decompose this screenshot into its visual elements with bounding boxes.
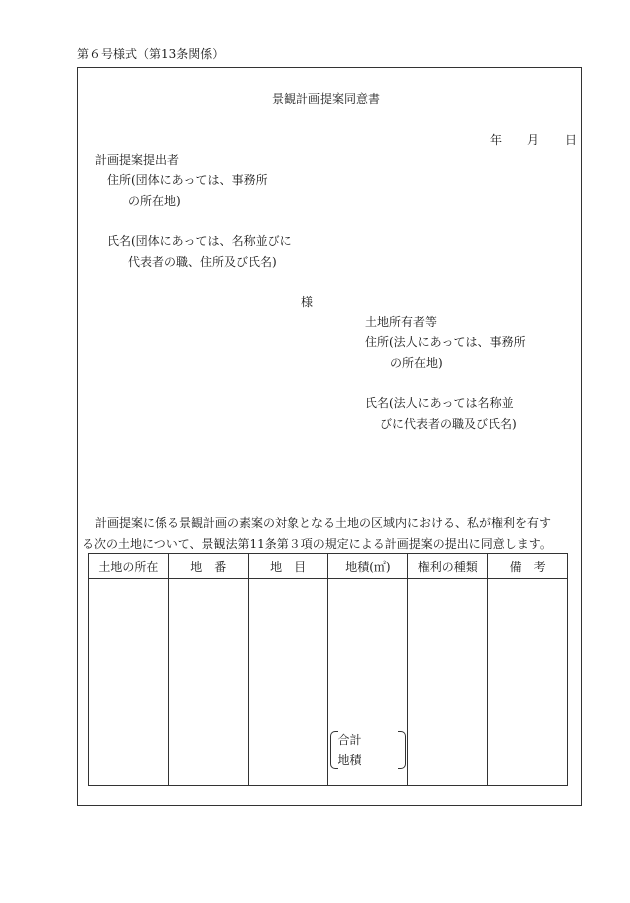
landowner-address-label: 住所(法人にあっては、事務所 (365, 335, 526, 349)
landowner-name-label: 氏名(法人にあっては名称並 (365, 396, 514, 410)
cell-lot-number[interactable] (168, 579, 248, 786)
cell-land-category[interactable] (248, 579, 328, 786)
form-number: 第６号様式（第13条関係） (77, 47, 225, 61)
proposer-heading: 計画提案提出者 (95, 153, 180, 167)
date-year-label: 年 (490, 133, 503, 147)
total-area-group (330, 731, 407, 773)
cell-right-type[interactable] (408, 579, 488, 786)
total-label: 合計 (337, 733, 362, 747)
consent-statement-line2: る次の土地について、景観法第11条第３項の規定による計画提案の提出に同意します。 (82, 537, 552, 551)
honorific-sama: 様 (301, 295, 314, 309)
landowner-address-label-cont: の所在地) (390, 356, 443, 370)
date-day-label: 日 (565, 133, 578, 147)
header-remarks: 備 考 (488, 554, 568, 579)
proposer-address-label: 住所(団体にあっては、事務所 (107, 173, 268, 187)
cell-area[interactable] (328, 579, 408, 786)
proposer-name-label: 氏名(団体にあっては、名称並びに (107, 234, 292, 248)
header-lot-number: 地 番 (168, 554, 248, 579)
table-header-row (89, 554, 568, 579)
right-bracket (398, 731, 406, 769)
land-table (88, 553, 568, 786)
document-title: 景観計画提案同意書 (272, 92, 381, 106)
date-month-label: 月 (527, 133, 540, 147)
header-location: 土地の所在 (89, 554, 169, 579)
area-label: 地積 (337, 753, 362, 767)
landowner-heading: 土地所有者等 (365, 315, 438, 329)
header-area: 地積(㎡) (328, 554, 408, 579)
proposer-name-label-cont: 代表者の職、住所及び氏名) (128, 255, 277, 269)
landowner-name-label-cont: びに代表者の職及び氏名) (380, 417, 517, 431)
header-land-category: 地 目 (248, 554, 328, 579)
cell-remarks[interactable] (488, 579, 568, 786)
cell-location[interactable] (89, 579, 169, 786)
header-right-type: 権利の種類 (408, 554, 488, 579)
table-row (89, 579, 568, 786)
consent-statement-line1: 計画提案に係る景観計画の素案の対象となる土地の区域内における、私が権利を有す (95, 516, 552, 530)
proposer-address-label-cont: の所在地) (128, 194, 181, 208)
